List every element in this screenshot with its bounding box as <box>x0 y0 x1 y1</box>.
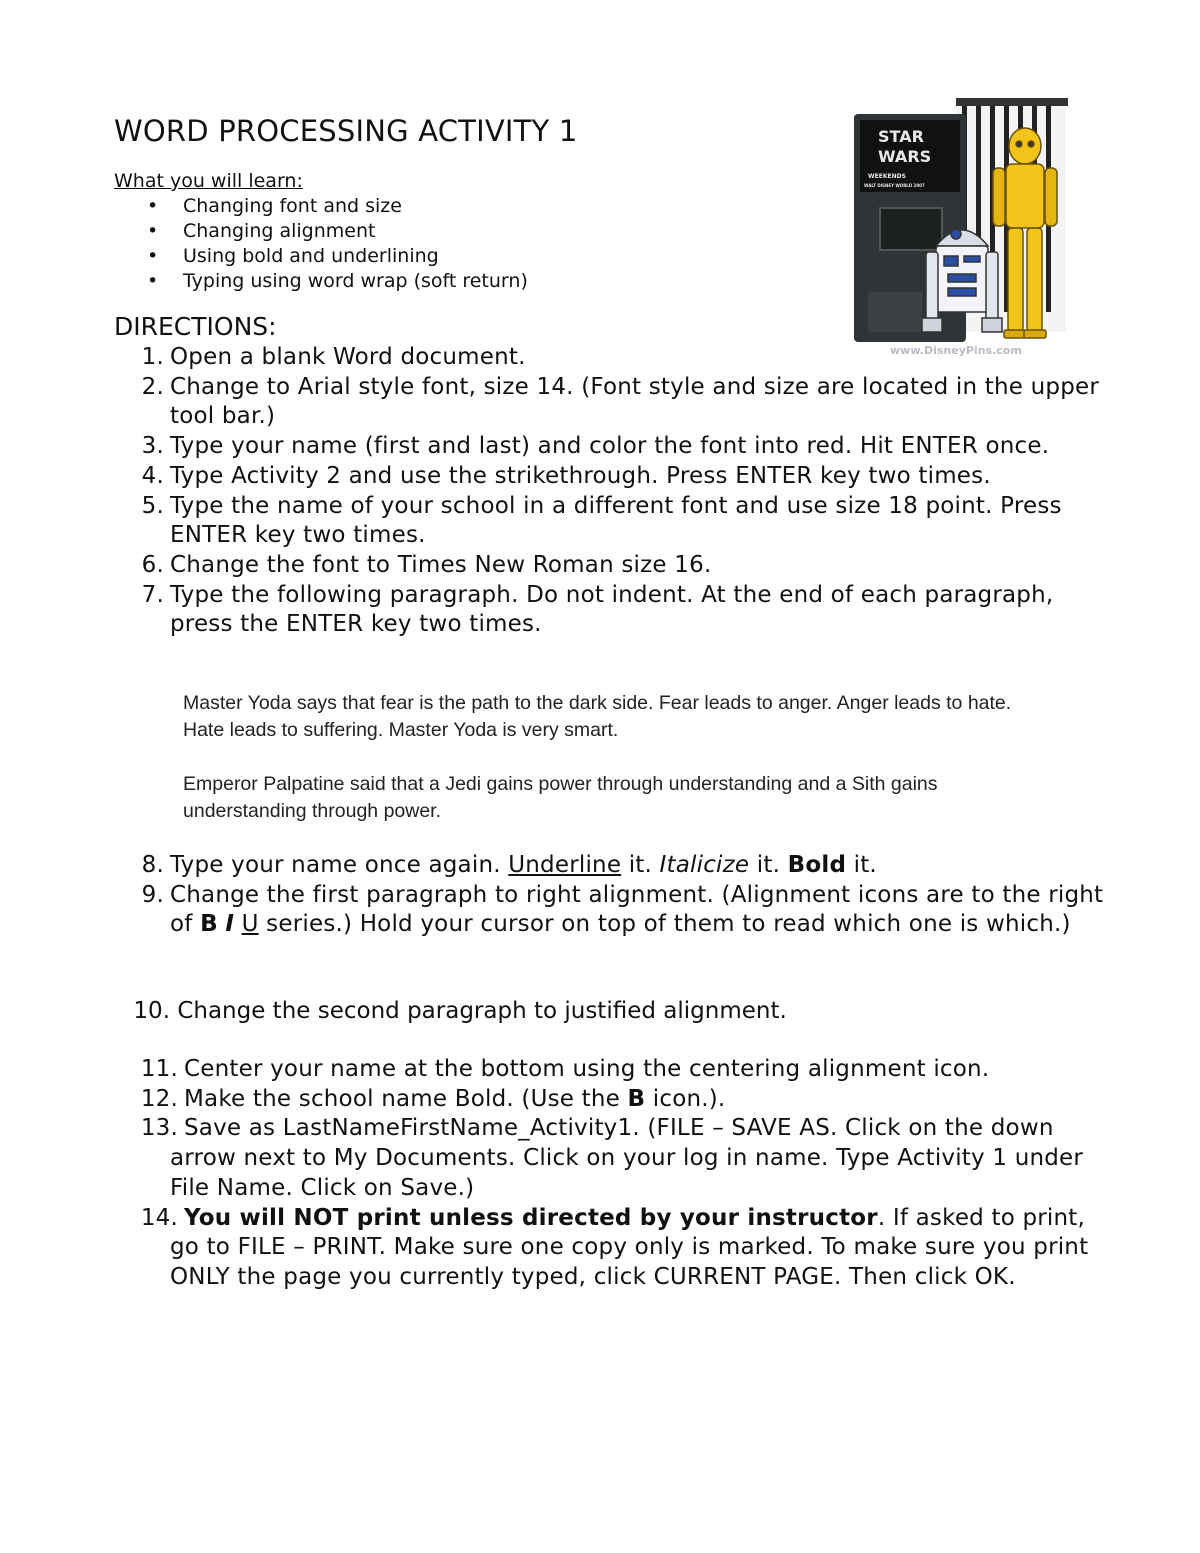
document-title: WORD PROCESSING ACTIVITY 1 <box>114 114 578 148</box>
list-item: • Changing font and size <box>147 195 402 217</box>
step-2: 2. Change to Arial style font, size 14. (Font style and size are located in the upper tool bar.) <box>141 373 1100 430</box>
step-14: 14. You will NOT print unless directed by your instructor. If asked to print, go to FILE – PRINT. Make sure one copy only is marked. To make sure you print ONLY the page you currently typed, click CURRENT PAGE. Then click OK. <box>140 1204 1089 1290</box>
bullet-icon: • <box>147 220 159 242</box>
step-7: 7. Type the following paragraph. Do not indent. At the end of each paragraph, press the ENTER key two times. <box>141 581 1054 638</box>
step-4: 4. Type Activity 2 and use the strikethrough. Press ENTER key two times. <box>141 462 991 489</box>
directions-list <box>114 851 1104 940</box>
bullet-icon: • <box>147 270 159 292</box>
svg-text:WARS: WARS <box>878 147 932 166</box>
bullet-icon: • <box>147 195 159 217</box>
directions-list <box>114 343 1104 640</box>
directions-heading: DIRECTIONS: <box>114 312 277 341</box>
step-1: 1. Open a blank Word document. <box>141 344 526 370</box>
step-11: 11. Center your name at the bottom using the centering alignment icon. <box>140 1056 990 1082</box>
svg-text:WALT DISNEY WORLD 2007: WALT DISNEY WORLD 2007 <box>864 183 925 188</box>
list-item: • Using bold and underlining <box>147 245 439 267</box>
step-12: 12. Make the school name Bold. (Use the B icon.). <box>140 1085 726 1112</box>
watermark-text: www.DisneyPins.com <box>890 344 1022 357</box>
step-5: 5. Type the name of your school in a different font and use size 18 point. Press ENTER key two times. <box>141 492 1062 549</box>
step-8: 8. Type your name once again. Underline it. Italicize it. Bold it. <box>141 852 877 878</box>
svg-text:WEEKENDS: WEEKENDS <box>868 173 906 180</box>
learn-list <box>114 194 528 294</box>
bullet-icon: • <box>147 245 159 267</box>
step-9: 9. Change the first paragraph to right alignment. (Alignment icons are to the right of B I U series.) Hold your cursor on top of them to read which one is which.) <box>141 881 1104 938</box>
list-item: • Changing alignment <box>147 220 376 242</box>
star-wars-pin-image <box>838 96 1101 360</box>
list-item: • Typing using word wrap (soft return) <box>147 270 528 292</box>
step-10: 10. Change the second paragraph to justified alignment. <box>133 998 787 1024</box>
step-6: 6. Change the font to Times New Roman size 16. <box>141 551 712 578</box>
sample-paragraph-1: Master Yoda says that fear is the path to the dark side. Fear leads to anger. Anger leads to hate. Hate leads to suffering. Master Yoda is very smart. <box>183 692 1012 741</box>
sample-paragraph-2: Emperor Palpatine said that a Jedi gains power through understanding and a Sith gains understanding through power. <box>183 773 938 822</box>
step-3: 3. Type your name (first and last) and color the font into red. Hit ENTER once. <box>141 433 1050 460</box>
step-13: 13. Save as LastNameFirstName_Activity1. (FILE – SAVE AS. Click on the down arrow next to My Documents. Click on your log in name. Type Activity 1 under File Name. Click on Save.) <box>140 1115 1084 1201</box>
directions-list <box>114 1055 1104 1293</box>
learn-heading: What you will learn: <box>114 170 303 192</box>
svg-text:STAR: STAR <box>878 127 924 146</box>
